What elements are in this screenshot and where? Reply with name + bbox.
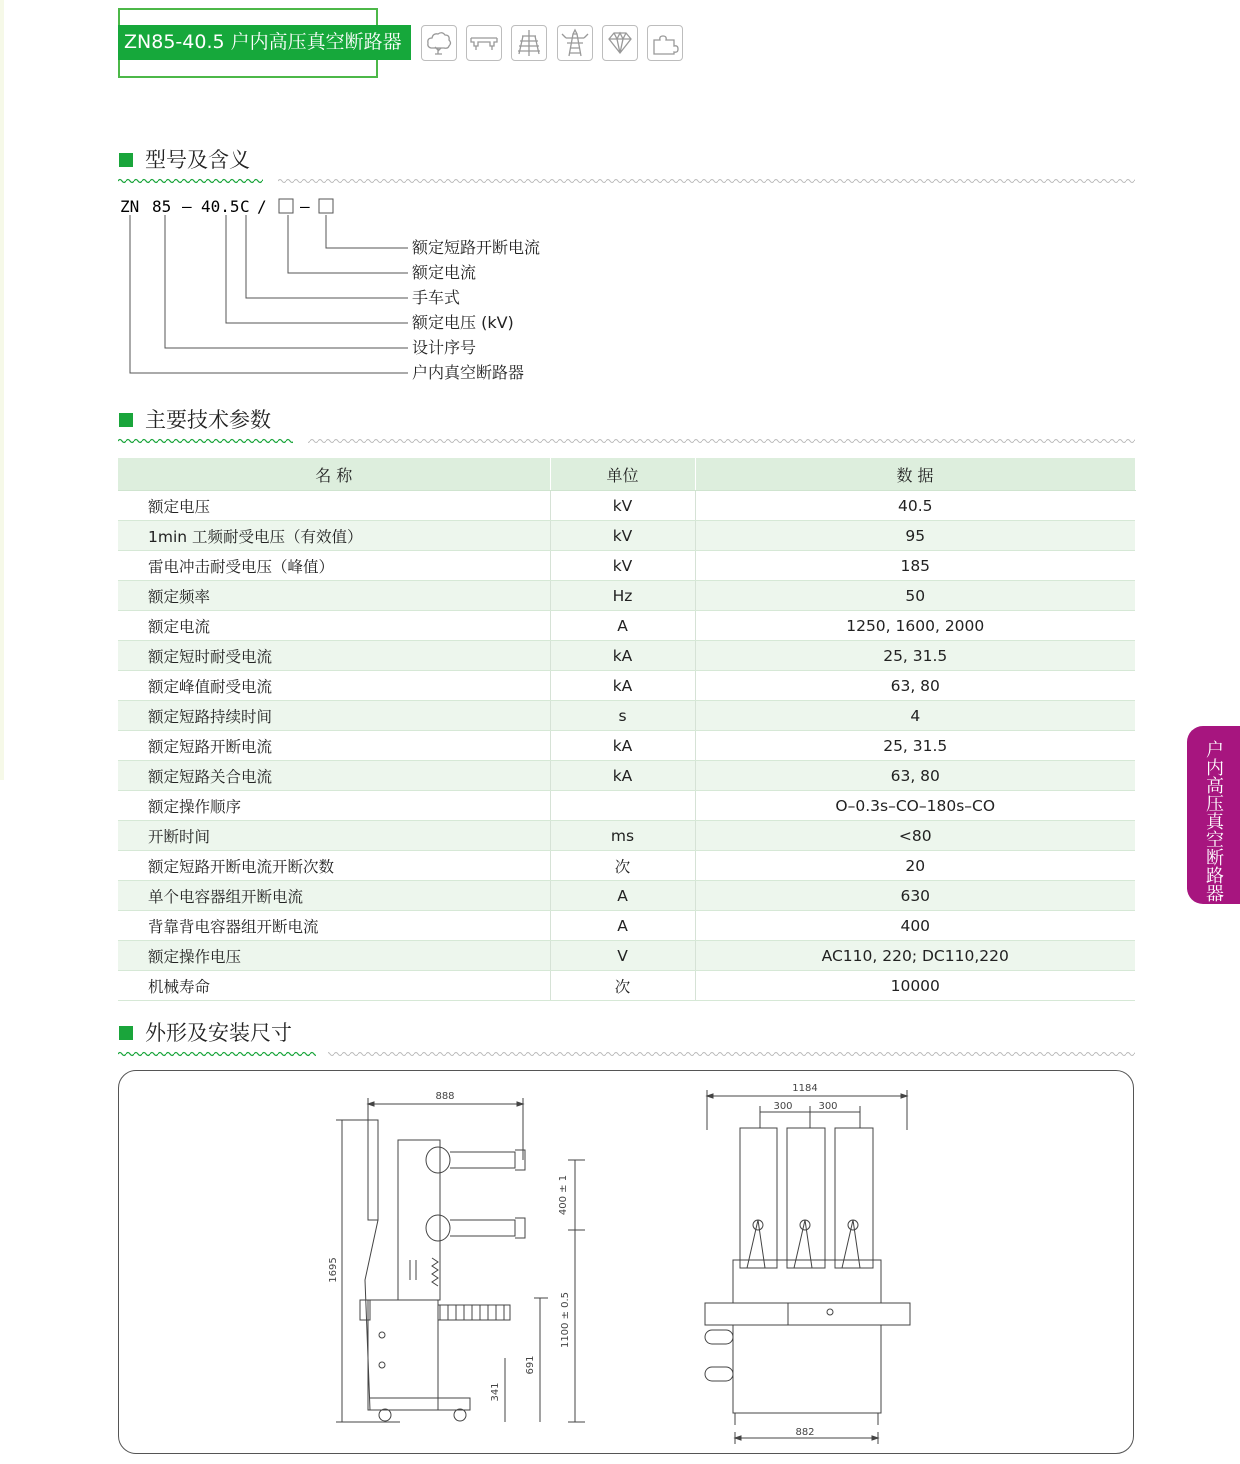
section-title-params: 主要技术参数 [145,408,271,432]
row-unit: A [550,611,695,641]
row-name: 额定短路开断电流 [118,731,550,761]
table-row [118,941,1135,971]
page-title: ZN85-40.5 户内高压真空断路器 [118,25,411,60]
row-name: 额定短路关合电流 [118,761,550,791]
left-margin-bar [0,0,4,780]
model-label-breaking-current: 额定短路开断电流 [412,238,541,257]
row-unit: A [550,911,695,941]
row-value: <80 [695,821,1135,851]
row-unit: kV [550,521,695,551]
row-value: 63, 80 [695,761,1135,791]
row-name: 单个电容器组开断电流 [118,881,550,911]
table-row [118,881,1135,911]
dim-side-width: 888 [435,1091,455,1102]
table-row [118,971,1135,1001]
section-underline [118,1050,1135,1058]
row-unit: 次 [550,971,695,1001]
row-name: 额定操作顺序 [118,791,550,821]
row-name: 额定峰值耐受电流 [118,671,550,701]
dim-side-lower2: 341 [490,1382,501,1402]
table-row [118,701,1135,731]
row-unit: kV [550,551,695,581]
code-85: 85 [152,197,172,216]
row-value: 25, 31.5 [695,641,1135,671]
model-code-diagram [118,193,578,388]
model-label-truck-type: 手车式 [412,288,461,307]
row-name: 额定频率 [118,581,550,611]
table-header-row [118,458,1135,491]
row-value: 630 [695,881,1135,911]
row-unit: ms [550,821,695,851]
row-value: 50 [695,581,1135,611]
dim-front-pitch1: 300 [773,1101,793,1112]
model-label-rated-current: 额定电流 [412,263,477,282]
table-row [118,821,1135,851]
code-voltage: 40.5 [201,197,240,216]
puzzle-icon [647,25,683,61]
table-row [118,791,1135,821]
row-unit: kA [550,731,695,761]
row-name: 1min 工频耐受电压（有效值） [118,521,550,551]
row-name: 雷电冲击耐受电压（峰值） [118,551,550,581]
table-row [118,581,1135,611]
row-value: 20 [695,851,1135,881]
section-marker [119,153,133,167]
dim-side-middle: 1100 ± 0.5 [560,1291,571,1349]
section-underline [118,437,1135,445]
model-label-indoor-breaker: 户内真空断路器 [412,363,525,382]
col-header-unit: 单位 [550,458,695,491]
factory-icon [466,25,502,61]
row-value: AC110, 220; DC110,220 [695,941,1135,971]
row-value: 400 [695,911,1135,941]
power-tower-icon [557,25,593,61]
row-value: 63, 80 [695,671,1135,701]
table-row [118,611,1135,641]
row-unit: V [550,941,695,971]
row-value: O–0.3s–CO–180s–CO [695,791,1135,821]
row-value: 25, 31.5 [695,731,1135,761]
drawing-frame [118,1070,1134,1454]
spec-table [118,458,1136,1001]
table-row [118,521,1135,551]
row-unit [550,791,695,821]
tree-icon [421,25,457,61]
code-zn: ZN [120,197,140,216]
table-row [118,731,1135,761]
code-c: C [240,197,250,216]
row-value: 4 [695,701,1135,731]
section-title-dimensions: 外形及安装尺寸 [145,1021,292,1045]
row-name: 额定短路开断电流开断次数 [118,851,550,881]
table-row [118,911,1135,941]
row-name: 开断时间 [118,821,550,851]
side-tab-label: 户内高压真空断路器 [1203,740,1224,902]
table-row [118,761,1135,791]
dim-front-base: 882 [795,1427,815,1438]
section-title-model: 型号及含义 [145,148,250,172]
table-row [118,641,1135,671]
dim-front-width: 1184 [792,1083,818,1094]
row-unit: kV [550,491,695,521]
row-value: 1250, 1600, 2000 [695,611,1135,641]
col-header-name: 名 称 [118,458,550,491]
row-unit: 次 [550,851,695,881]
code-dash-2: – [300,197,310,216]
section-marker [119,1026,133,1040]
building-icon [511,25,547,61]
row-value: 10000 [695,971,1135,1001]
row-unit: Hz [550,581,695,611]
row-value: 95 [695,521,1135,551]
row-name: 额定操作电压 [118,941,550,971]
section-marker [119,413,133,427]
row-name: 额定短路持续时间 [118,701,550,731]
row-name: 额定电流 [118,611,550,641]
row-unit: s [550,701,695,731]
row-unit: kA [550,641,695,671]
table-row [118,851,1135,881]
row-value: 185 [695,551,1135,581]
row-name: 机械寿命 [118,971,550,1001]
row-unit: kA [550,761,695,791]
table-row [118,551,1135,581]
dim-side-height: 1695 [328,1257,339,1283]
row-name: 背靠背电容器组开断电流 [118,911,550,941]
model-label-design-number: 设计序号 [412,338,477,357]
col-header-value: 数 据 [695,458,1135,491]
row-value: 40.5 [695,491,1135,521]
row-name: 额定电压 [118,491,550,521]
row-unit: A [550,881,695,911]
side-category-tab[interactable] [1187,726,1240,904]
section-underline [118,177,1135,185]
dim-side-lower1: 691 [525,1355,536,1375]
table-row [118,491,1135,521]
dim-side-upper: 400 ± 1 [558,1174,569,1216]
code-slash: / [257,197,267,216]
table-row [118,671,1135,701]
code-dash: – [182,197,192,216]
model-label-rated-voltage: 额定电压 (kV) [412,313,514,332]
dim-front-pitch2: 300 [818,1101,838,1112]
row-name: 额定短时耐受电流 [118,641,550,671]
diamond-icon [602,25,638,61]
side-view-drawing [320,1080,600,1440]
row-unit: kA [550,671,695,701]
front-view-drawing [690,1080,920,1445]
